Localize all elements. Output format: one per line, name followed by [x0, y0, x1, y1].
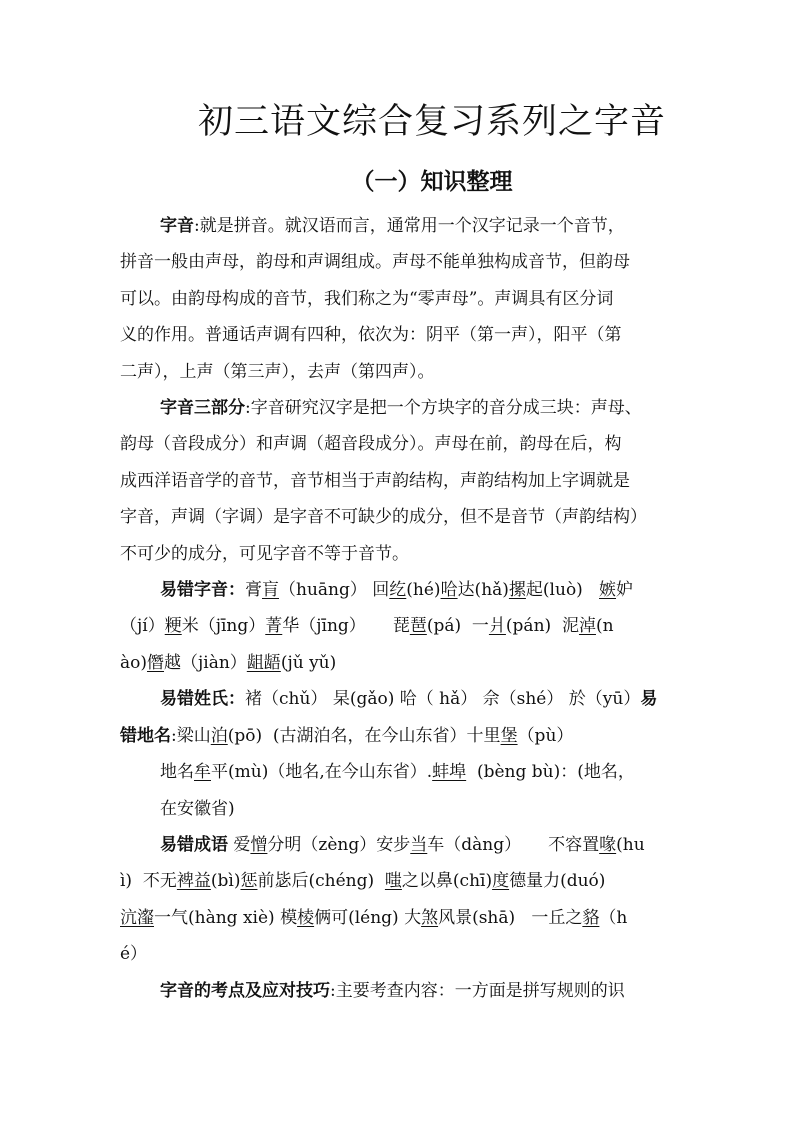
term-label: 易错姓氏：: [160, 689, 245, 710]
paragraph-three-parts: 字音三部分:字音研究汉字是把一个方块字的音分成三块：声母、 韵母（音段成分）和声调（超音段成分）。声母在前，韵母在后，构 成西洋语音学的音节，音节相当于声韵结构，声韵结构加上字调就是 字音，声调（字调）是字音不可缺少的成分，但不是音节（声韵结构） 不可少的成分，可见字音不等于音节。: [120, 398, 647, 564]
document-body: [120, 208, 680, 1009]
term-label: 错地名: [120, 725, 171, 746]
term-label: 字音的考点及应对技巧: [160, 980, 330, 1001]
term-label: 字音三部分: [160, 398, 245, 419]
term-label: 易错字音：: [160, 580, 245, 601]
paragraph-zi-yin: 字音:就是拼音。就汉语而言，通常用一个汉字记录一个音节， 拼音一般由声母，韵母和声调组成。声母不能单独构成音节，但韵母 可以。由韵母构成的音节，我们称之为“零声母”。声调具有区分词 义的作用。普通话声调有四种，依次为：阴平（第一声），阳平（第 二声），上声（第三声），去声（第四声）。: [120, 216, 630, 382]
section-heading: （一）知识整理: [351, 168, 513, 195]
paragraph-idioms: 易错成语 爱憎分明（zèng）安步当车（dàng） 不容置喙(hu ì) 不无裨益(bì)惩前毖后(chéng) 嗤之以鼻(chī)度德量力(duó) 沆瀣一气(hàng xiè) 模棱俩可(léng) 大煞风景(shā) 一丘之貉（h é）: [120, 834, 645, 965]
term-label: 易错成语: [160, 834, 228, 855]
term-label: 字音: [160, 216, 194, 236]
paragraph-surnames-places: 易错姓氏：褚（chǔ） 杲(gǎo) 哈（ hǎ） 佘（shé） 於（yū）易 错地名:梁山泊(pō) (古湖泊名，在今山东省）十里堡（pù） 地名牟平(mù)（地名,在今山东省）.蚌埠 (bèng bù)：(地名， 在安徽省): [120, 689, 658, 819]
page-title: 初三语文综合复习系列之字音: [197, 102, 666, 142]
paragraph-test-points: 字音的考点及应对技巧:主要考查内容：一方面是拼写规则的识: [160, 980, 625, 1001]
paragraph-error-prone-pronunciation: 易错字音：膏肓（huāng） 回纥(hé)哈达(hǎ)摞起(luò) 嫉妒 （jí）粳米（jīng）菁华（jīng） 琵琶(pá) 一爿(pán) 泥淖(n ào)僭越（jiàn）龃龉(jǔ yǔ): [120, 580, 634, 673]
